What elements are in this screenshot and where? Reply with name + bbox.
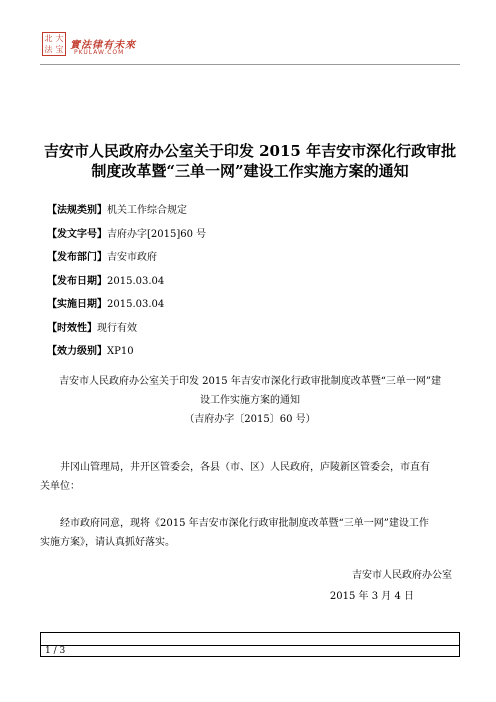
signature-block [40, 569, 452, 609]
logo-char: 宝 [55, 45, 64, 54]
document-title [40, 141, 460, 181]
title-line-2: 制度改革暨“三单一网”建设工作实施方案的通知 [91, 162, 409, 180]
meta-level [47, 345, 467, 369]
meta-label: 【法规类别】 [47, 205, 107, 216]
header [40, 32, 460, 64]
meta-doc-number [47, 228, 467, 252]
meta-value: XP10 [107, 346, 134, 357]
meta-value: 机关工作综合规定 [107, 205, 187, 216]
meta-label: 【发布部门】 [47, 252, 107, 263]
paragraph-addressees [40, 461, 460, 499]
para2-line-1: 经市政府同意，现将《2015 年吉安市深化行政审批制度改革暨“三单一网”建设工作 [60, 518, 429, 529]
footer-box [40, 632, 460, 657]
meta-label: 【效力级别】 [47, 346, 107, 357]
doc-number: （吉府办字〔2015〕60 号） [184, 414, 316, 425]
notice-title-line-2: 设工作实施方案的通知 [200, 395, 300, 406]
meta-publish-date [47, 275, 467, 299]
para1-line-2: 关单位： [40, 481, 80, 492]
meta-value: 2015.03.04 [107, 299, 165, 310]
signature-org: 吉安市人民政府办公室 [352, 570, 452, 581]
meta-value: 吉安市政府 [107, 252, 157, 263]
logo-char: 北 [44, 34, 53, 43]
footer-divider [41, 645, 459, 646]
meta-label: 【发布日期】 [47, 275, 107, 287]
para2-line-2: 实施方案》，请认真抓好落实。 [40, 537, 175, 548]
logo-char: 大 [55, 34, 64, 43]
meta-validity [47, 322, 467, 346]
notice-title [40, 375, 460, 432]
meta-value: 吉府办字[2015]60 号 [107, 228, 207, 240]
notice-title-line-1: 吉安市人民政府办公室关于印发 2015 年吉安市深化行政审批制度改革暨“三单一网”建 [58, 376, 442, 387]
meta-label: 【时效性】 [47, 322, 97, 334]
title-line-1: 吉安市人民政府办公室关于印发 2015 年吉安市深化行政审批 [43, 142, 457, 160]
pkulaw-logo-seal [42, 32, 66, 56]
meta-effective-date [47, 298, 467, 322]
paragraph-body [40, 517, 460, 555]
brand-url: PKULAW.COM [74, 49, 125, 56]
meta-value: 2015.03.04 [107, 275, 165, 287]
signature-date: 2015 年 3 月 4 日 [329, 591, 414, 602]
meta-department [47, 251, 467, 275]
meta-label: 【实施日期】 [47, 299, 107, 310]
metadata-list [47, 204, 467, 369]
meta-category [47, 204, 467, 228]
logo-char: 法 [44, 45, 53, 54]
para1-line-1: 井冈山管理局，井开区管委会，各县（市、区）人民政府，庐陵新区管委会，市直有 [60, 462, 430, 473]
page-indicator: 1 / 3 [45, 646, 66, 656]
header-divider [40, 64, 460, 65]
meta-value: 现行有效 [97, 322, 137, 334]
meta-label: 【发文字号】 [47, 228, 107, 240]
brand-name: 實法律有未來 [70, 40, 136, 51]
